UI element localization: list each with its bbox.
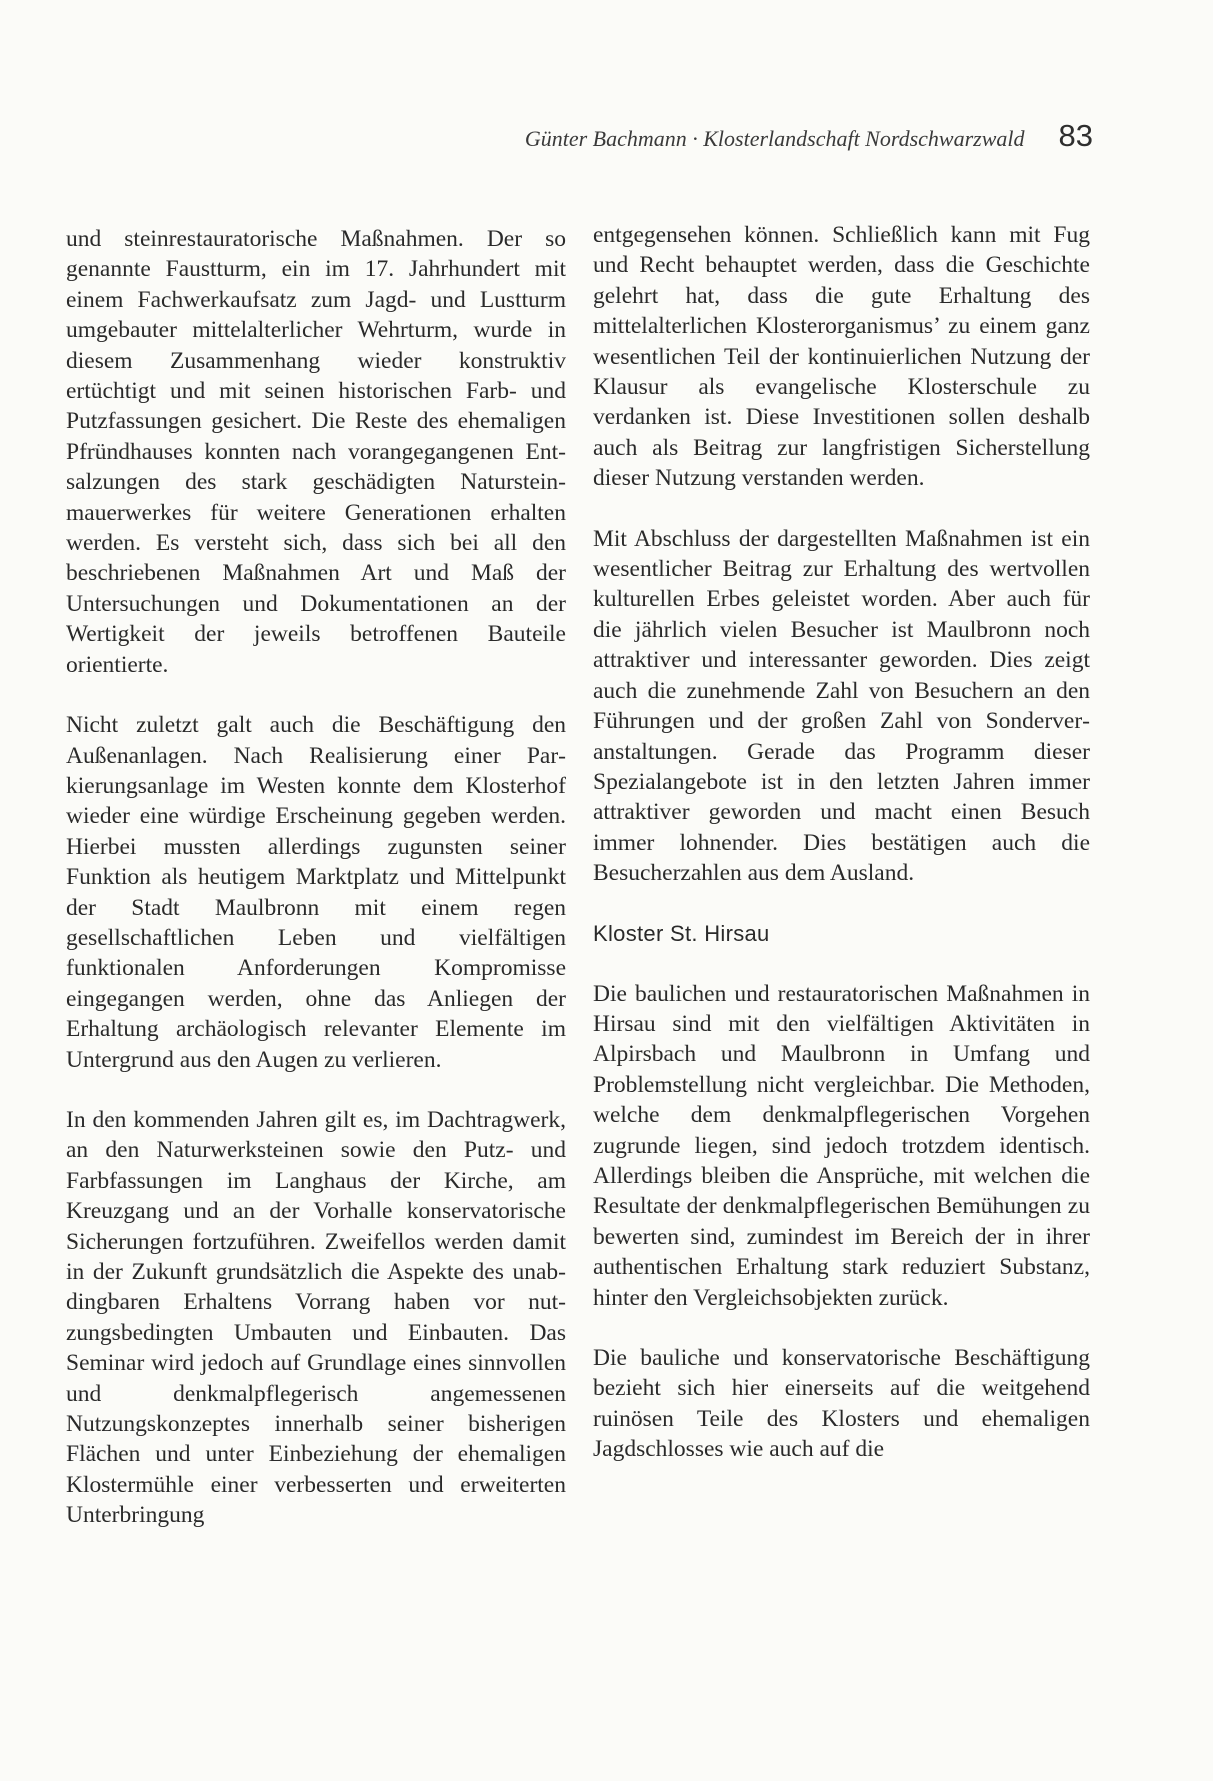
section-heading: Kloster St. Hirsau bbox=[593, 920, 770, 946]
paragraph: Die baulichen und restauratorischen Maßnahmen in Hirsau sind mit den vielfältigen Aktivitäten in Alpirsbach und Maulbronn in Umfang und Problemstellung nicht vergleichbar. Die Methoden, welche dem denkmalpflegerischen Vorgehen zugrunde liegen, sind jedoch trotzdem identisch. Allerdings bleiben die Ansprüche, mit welchen die Resultate der denkmalpflegerischen Bemühungen zu bewerten sind, zumindest im Bereich der in ihrer authentischen Erhaltung stark reduziert Substanz, hinter den Vergleichsobjekten zurück. bbox=[593, 980, 1090, 1311]
paragraph: Nicht zuletzt galt auch die Beschäftigung den Außenanlagen. Nach Realisierung einer Parkierungsanlage im Westen konnte dem Klosterhof wieder eine würdige Erscheinung gegeben werden. Hierbei mussten allerdings zugunsten seiner Funktion als heutigem Marktplatz und Mittelpunkt der Stadt Maulbronn mit einem regen gesellschaftlichen Leben und vielfältigen funktionalen Anforderungen Kompromisse eingegangen werden, ohne das Anliegen der Erhaltung archäologisch relevanter Elemente im Untergrund aus den Augen zu verlieren. bbox=[66, 712, 566, 1073]
right-column bbox=[593, 220, 1090, 1495]
paragraph: Mit Abschluss der dargestellten Maßnahmen ist ein wesentlicher Beitrag zur Erhaltung des wertvollen kulturellen Erbes geleistet worden. Aber auch für die jährlich vielen Besucher ist Maulbronn noch attraktiver und interessanter geworden. Dies zeigt auch die zunehmende Zahl von Besuchern an den Führungen und der großen Zahl von Sonderveranstaltungen. Gerade das Programm dieser Spezialangebote ist in den letzten Jahren immer attraktiver geworden und macht einen Besuch immer lohnender. Dies bestätigen auch die Besucherzahlen aus dem Ausland. bbox=[593, 525, 1090, 887]
left-column bbox=[66, 224, 566, 1561]
paragraph: und steinrestauratorische Maßnahmen. Der so genannte Faustturm, ein im 17. Jahrhundert mit einem Fachwerkaufsatz zum Jagd- und Lustturm umgebauter mittelalterlicher Wehrturm, wurde in diesem Zusammenhang wieder konstruktiv ertüchtigt und mit seinen historischen Farb- und Putzfassungen gesichert. Die Reste des ehemaligen Pfründhauses konnten nach vorangegangenen Entsalzungen des stark geschädigten Natursteinmauerwerkes für weitere Generationen erhalten werden. Es versteht sich, dass sich bei all den beschriebenen Maßnahmen Art und Maß der Untersuchungen und Dokumentationen an der Wertigkeit der jeweils betroffenen Bauteile orientierte. bbox=[66, 226, 566, 678]
paragraph: Die bauliche und konservatorische Beschäftigung bezieht sich hier einerseits auf die weitgehend ruinösen Teile des Klosters und ehemaligen Jagdschlosses wie auch auf die bbox=[593, 1345, 1090, 1463]
running-title: Günter Bachmann · Klosterlandschaft Nordschwarzwald bbox=[524, 126, 1025, 151]
page-header bbox=[60, 118, 1093, 154]
paragraph: In den kommenden Jahren gilt es, im Dachtragwerk, an den Naturwerksteinen sowie den Putz- und Farbfassungen im Langhaus der Kirche, am Kreuzgang und an der Vorhalle konservatorische Sicherungen fortzuführen. Zweifellos werden damit in der Zukunft grundsätzlich die Aspekte des unabdingbaren Erhaltens Vorrang haben vor nutzungsbedingten Umbauten und Einbauten. Das Seminar wird jedoch auf Grundlage eines sinnvollen und denkmalpflegerisch angemessenen Nutzungskonzeptes innerhalb seiner bisherigen Flächen und unter Einbeziehung der ehemaligen Klostermühle einer verbesserten und erweiterten Unterbringung bbox=[66, 1106, 566, 1529]
page-number: 83 bbox=[1058, 118, 1093, 153]
paragraph: entgegensehen können. Schließlich kann mit Fug und Recht behauptet werden, dass die Geschichte gelehrt hat, dass die gute Erhaltung des mittelalterlichen Klosterorganismus’ zu einem ganz wesentlichen Teil der kontinuierlichen Nutzung der Klausur als evangelische Klosterschule zu verdanken ist. Diese Investitionen sollen deshalb auch als Beitrag zur langfristigen Sicherstellung dieser Nutzung verstanden werden. bbox=[593, 222, 1090, 492]
